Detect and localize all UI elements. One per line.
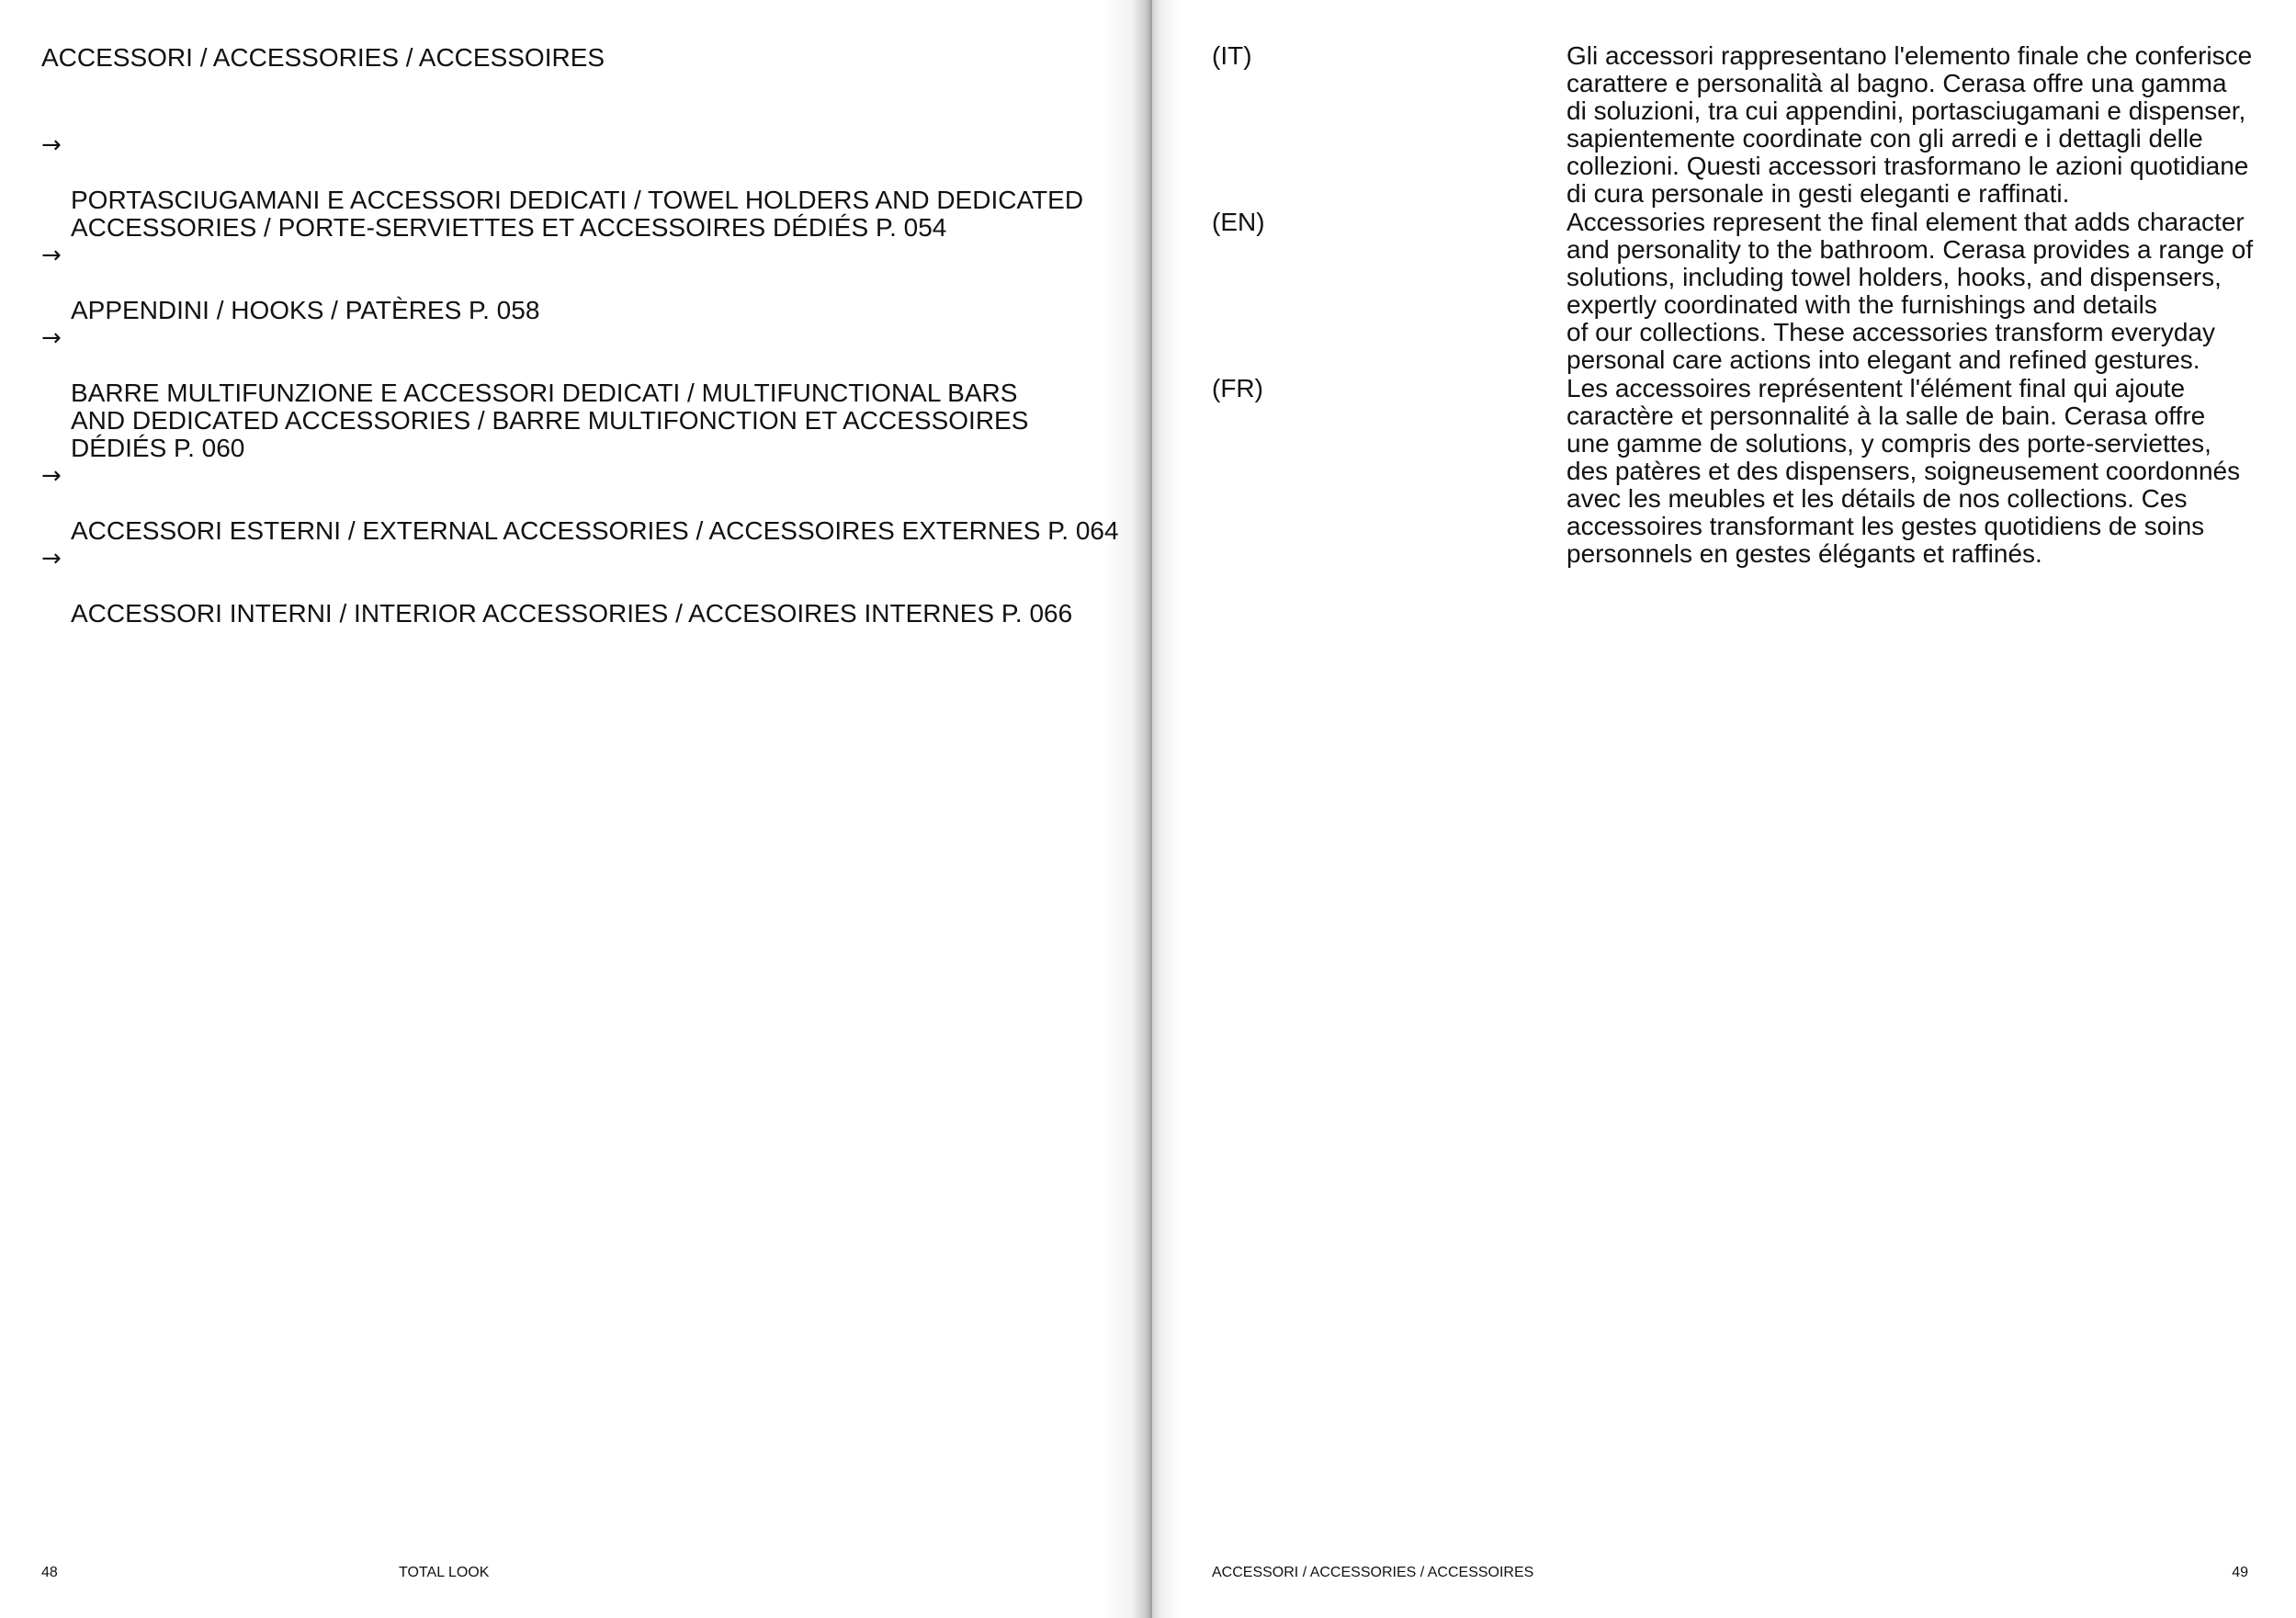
page-number: 49 bbox=[2232, 1565, 2248, 1580]
language-code: (IT) bbox=[1212, 41, 1252, 70]
table-of-contents bbox=[41, 131, 1125, 628]
section-heading: ACCESSORI / ACCESSORIES / ACCESSOIRES bbox=[41, 43, 605, 72]
toc-item-label: BARRE MULTIFUNZIONE E ACCESSORI DEDICATI / MULTIFUNCTIONAL BARS AND DEDICATED ACCESSORIES / BARRE MULTIFONCTION ET ACCESSOIRES DÉDIÉS P. 060 bbox=[71, 379, 1029, 462]
toc-item-label: APPENDINI / HOOKS / PATÈRES P. 058 bbox=[71, 296, 540, 324]
toc-item-label: ACCESSORI INTERNI / INTERIOR ACCESSORIES / ACCESOIRES INTERNES P. 066 bbox=[71, 599, 1073, 628]
toc-item-label: PORTASCIUGAMANI E ACCESSORI DEDICATI / TOWEL HOLDERS AND DEDICATED ACCESSORIES / PORTE-SERVIETTES ET ACCESSOIRES DÉDIÉS P. 054 bbox=[71, 186, 1084, 242]
right-page bbox=[1152, 0, 2296, 1618]
arrow-right-icon: → bbox=[41, 462, 62, 490]
arrow-right-icon: → bbox=[41, 131, 62, 159]
toc-item[interactable] bbox=[41, 131, 1125, 242]
toc-item-label: ACCESSORI ESTERNI / EXTERNAL ACCESSORIES / ACCESSOIRES EXTERNES P. 064 bbox=[71, 516, 1119, 545]
arrow-right-icon: → bbox=[41, 324, 62, 352]
arrow-right-icon: → bbox=[41, 242, 62, 269]
language-code: (FR) bbox=[1212, 374, 1263, 402]
footer-title: TOTAL LOOK bbox=[399, 1565, 490, 1580]
language-code: (EN) bbox=[1212, 208, 1265, 236]
arrow-right-icon: → bbox=[41, 545, 62, 572]
toc-item[interactable] bbox=[41, 462, 1125, 545]
toc-item[interactable] bbox=[41, 324, 1125, 462]
toc-item[interactable] bbox=[41, 545, 1125, 628]
language-paragraph: Gli accessori rappresentano l'elemento finale che conferisce carattere e personalità al bagno. Cerasa offre una gamma di soluzioni, tra cui appendini, portasciugamani e dispenser, sapientemente coordinate con gli arredi e i dettagli delle collezioni. Questi accessori trasformano le azioni quotidiane di cura personale in gesti eleganti e raffinati. bbox=[1566, 41, 2253, 208]
language-paragraph: Les accessoires représentent l'élément final qui ajoute caractère et personnalité à la salle de bain. Cerasa offre une gamme de solutions, y compris des porte-serviettes, des patères et des dispensers, soigneusement coordonnés avec les meubles et les détails de nos collections. Ces accessoires transformant les gestes quotidiens de soins personnels en gestes élégants et raffinés. bbox=[1566, 374, 2241, 568]
footer-section: ACCESSORI / ACCESSORIES / ACCESSOIRES bbox=[1212, 1565, 1534, 1580]
toc-item[interactable] bbox=[41, 242, 1125, 324]
language-paragraph: Accessories represent the final element that adds character and personality to the bathroom. Cerasa provides a range of solutions, including towel holders, hooks, and dispensers, expertly coordinated with the furnishings and details of our collections. These accessories transform everyday personal care actions into elegant and refined gestures. bbox=[1566, 208, 2254, 374]
page-number: 48 bbox=[41, 1565, 58, 1580]
